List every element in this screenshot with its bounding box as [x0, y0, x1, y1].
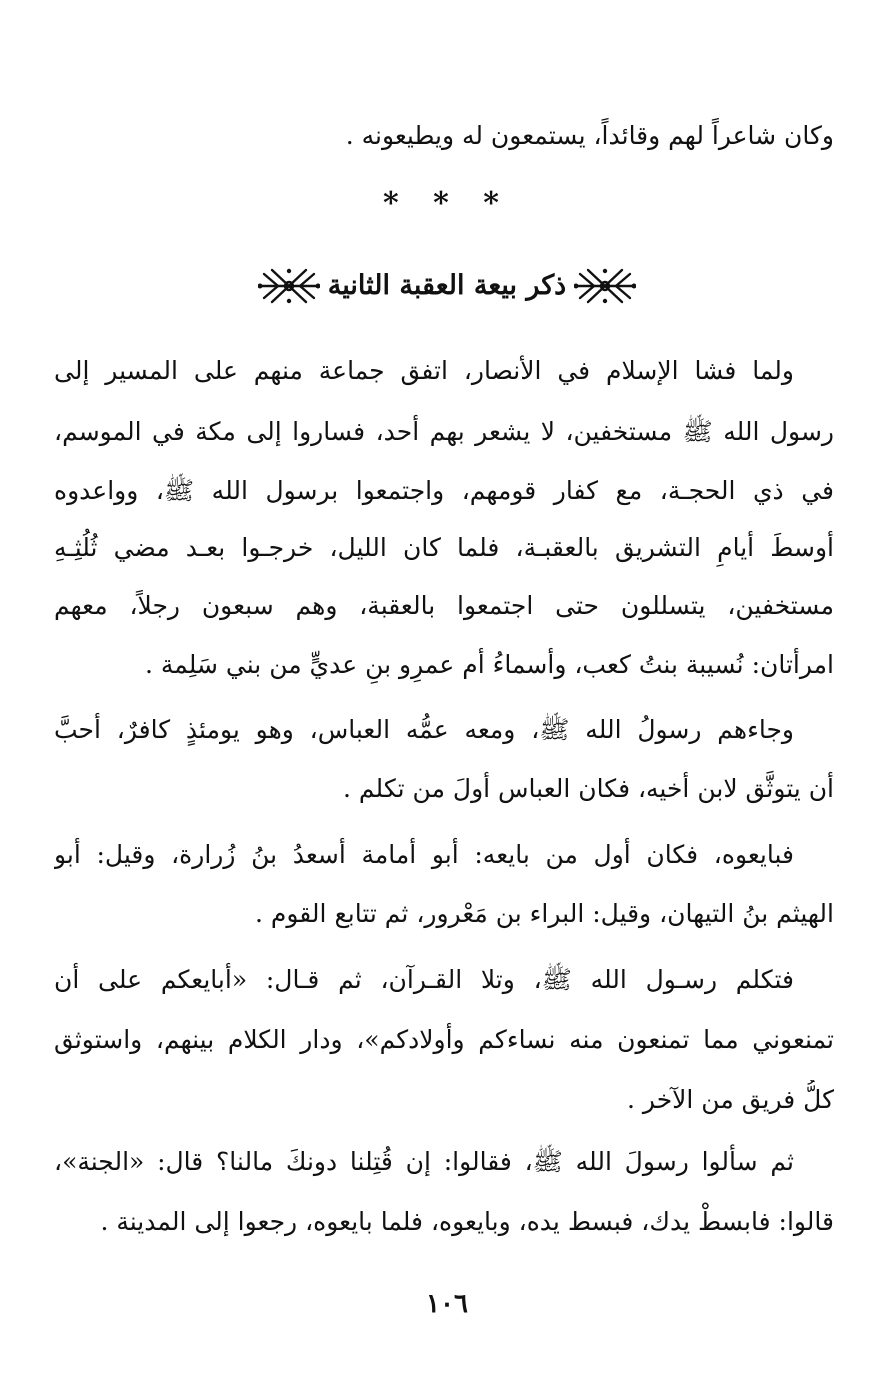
paragraph-line: فتكلم رسـول الله ﷺ، وتلا القـرآن، ثم قـال: «أبايعكم على أن: [54, 965, 794, 994]
paragraph-line: أوسطَ أيامِ التشريق بالعقبـة، فلما كان الليل، خرجـوا بعـد مضي ثُلُثِـهِ: [54, 533, 834, 562]
paragraph-line: ولما فشا الإسلام في الأنصار، اتفق جماعة منهم على المسير إلى: [54, 356, 794, 385]
paragraph-line: تمنعوني مما تمنعون منه نساءكم وأولادكم»، ودار الكلام بينهم، واستوثق: [54, 1025, 834, 1054]
paragraph-line: فبايعوه، فكان أول من بايعه: أبو أمامة أسعدُ بنُ زُرارة، وقيل: أبو: [54, 840, 794, 869]
paragraph-line: رسول الله ﷺ مستخفين، لا يشعر بهم أحد، فساروا إلى مكة في الموسم،: [54, 417, 834, 446]
paragraph-line: أن يتوثَّق لابن أخيه، فكان العباس أولَ من تكلم .: [343, 774, 834, 803]
ornament-left-icon: [258, 266, 320, 306]
section-title: ذكر بيعة العقبة الثانية: [327, 270, 567, 301]
paragraph-line: في ذي الحجـة، مع كفار قومهم، واجتمعوا برسول الله ﷺ، وواعدوه: [54, 476, 834, 505]
ornament-right-icon: [574, 266, 636, 306]
paragraph-line: ثم سألوا رسولَ الله ﷺ، فقالوا: إن قُتِلنا دونكَ مالنا؟ قال: «الجنة»،: [54, 1147, 794, 1176]
paragraph-line: الهيثم بنُ التيهان، وقيل: البراء بن مَعْرور، ثم تتابع القوم .: [255, 899, 834, 928]
paragraph-line: كلُّ فريق من الآخر .: [627, 1085, 834, 1114]
paragraph-line: مستخفين، يتسللون حتى اجتمعوا بالعقبة، وهم سبعون رجلاً، معهم: [54, 591, 834, 620]
intro-line: وكان شاعراً لهم وقائداً، يستمعون له ويطيعونه .: [345, 121, 834, 150]
paragraph-line: امرأتان: نُسيبة بنتُ كعب، وأسماءُ أم عمرِو بنِ عديٍّ من بني سَلِمة .: [144, 650, 834, 679]
page-number: ١٠٦: [426, 1289, 468, 1319]
paragraph-line: وجاءهم رسولُ الله ﷺ، ومعه عمُّه العباس، وهو يومئذٍ كافرٌ، أحبَّ: [54, 715, 794, 744]
section-separator: * * *: [383, 186, 511, 221]
section-heading: [0, 262, 894, 310]
paragraph-line: قالوا: فابسطْ يدك، فبسط يده، وبايعوه، فلما بايعوه، رجعوا إلى المدينة .: [100, 1207, 834, 1236]
